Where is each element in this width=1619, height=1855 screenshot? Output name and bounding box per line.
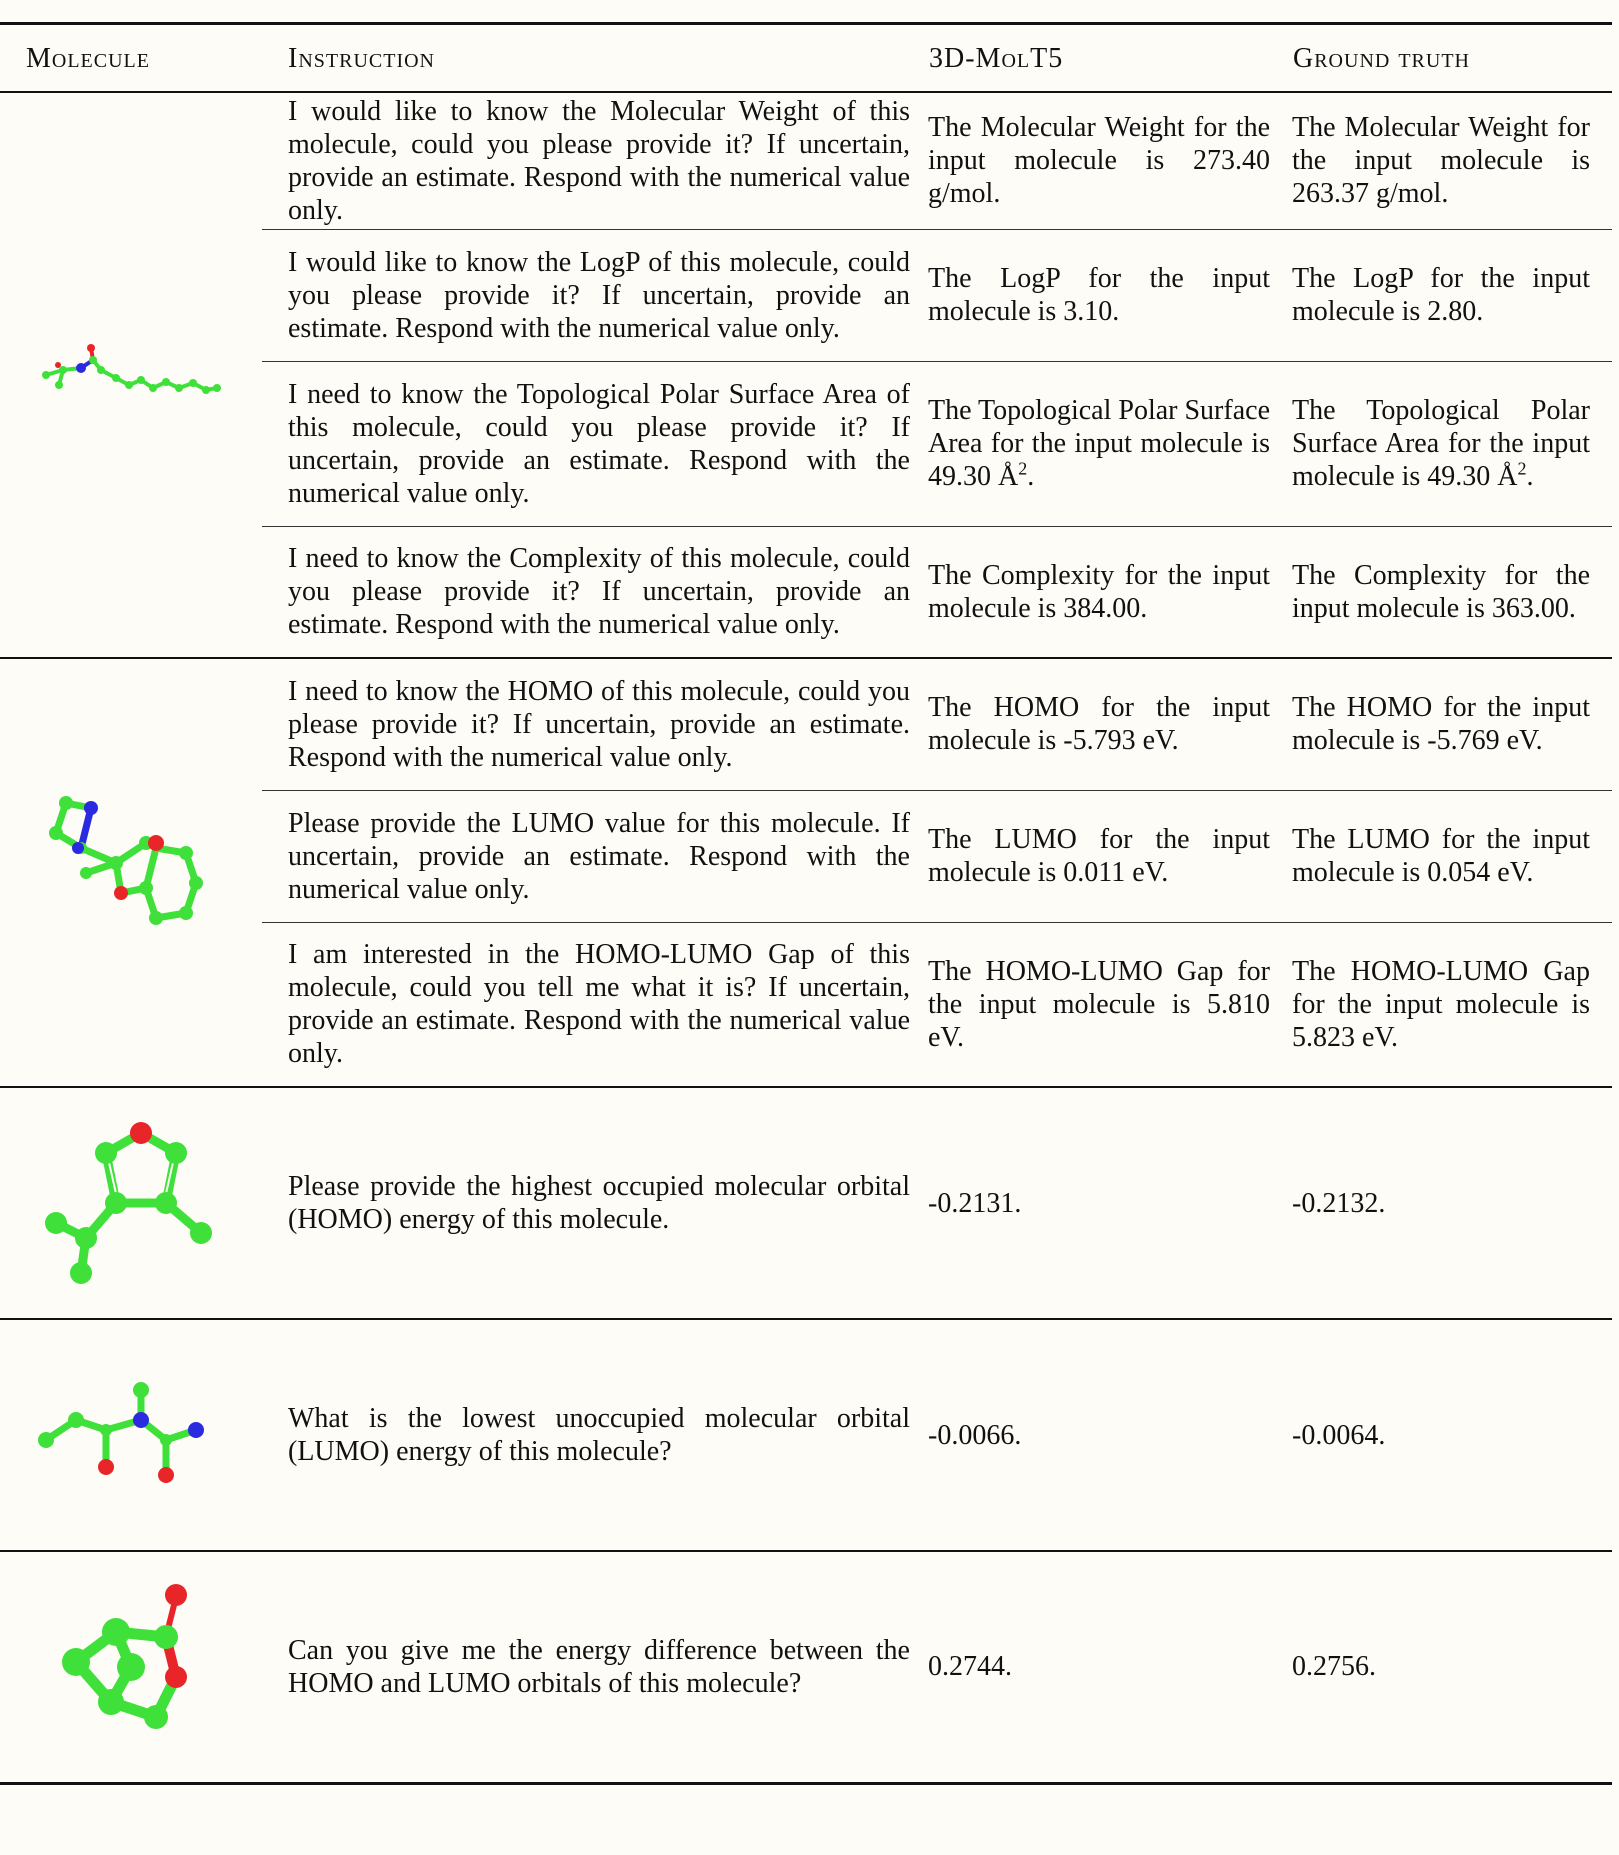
molecule-cell bbox=[0, 92, 262, 658]
molecule-cell bbox=[0, 1319, 262, 1551]
header-ground-truth: Ground truth bbox=[1293, 42, 1470, 74]
prediction-cell: -0.0066. bbox=[928, 1419, 1022, 1451]
imide-molecule-icon bbox=[36, 1375, 226, 1495]
instruction-cell: What is the lowest unoccupied molecular orbital (LUMO) energy of this molecule? bbox=[288, 1403, 910, 1467]
results-table bbox=[0, 22, 1612, 1785]
prediction-cell: The HOMO for the input molecule is -5.793 eV. bbox=[928, 692, 1270, 757]
instruction-cell: Please provide the highest occupied molecular orbital (HOMO) energy of this molecule. bbox=[288, 1171, 910, 1235]
table-row bbox=[0, 1319, 1612, 1551]
ground-truth-cell: The Molecular Weight for the input molecule is 263.37 g/mol. bbox=[1292, 112, 1590, 210]
instruction-cell: Can you give me the energy difference between the HOMO and LUMO orbitals of this molecule? bbox=[288, 1634, 910, 1699]
ground-truth-cell: The LogP for the input molecule is 2.80. bbox=[1292, 263, 1590, 327]
ground-truth-cell: 0.2756. bbox=[1292, 1651, 1376, 1683]
prediction-cell bbox=[928, 361, 1292, 526]
prediction-cell: The Complexity for the input molecule is 384.00. bbox=[928, 559, 1270, 624]
ground-truth-cell: The Complexity for the input molecule is 363.00. bbox=[1292, 559, 1590, 624]
prediction-cell: 0.2744. bbox=[928, 1651, 1012, 1683]
molecule-cell bbox=[0, 1551, 262, 1783]
table-row bbox=[0, 1551, 1612, 1783]
instruction-cell: I need to know the Complexity of this molecule, could you please provide it? If uncertain, provide an estimate. Respond with the numerical value only. bbox=[288, 543, 910, 641]
ground-truth-cell: The HOMO for the input molecule is -5.769 eV. bbox=[1292, 692, 1590, 757]
superscript: 2 bbox=[1018, 458, 1028, 479]
ground-truth-cell: -0.2132. bbox=[1292, 1187, 1386, 1219]
instruction-cell: I need to know the HOMO of this molecule, could you please provide it? If uncertain, provide an estimate. Respond with the numerical value only. bbox=[288, 675, 910, 773]
bicyclic-lactone-molecule-icon bbox=[51, 1577, 211, 1757]
imidazole-phenoxy-molecule-icon bbox=[36, 788, 226, 958]
prediction-cell: The LUMO for the input molecule is 0.011 eV. bbox=[928, 824, 1270, 888]
header-model: 3D-MolT5 bbox=[929, 42, 1064, 74]
header-molecule: Molecule bbox=[26, 42, 150, 74]
header-row bbox=[0, 24, 1612, 93]
instruction-cell: I am interested in the HOMO-LUMO Gap of this molecule, could you tell me what it is? If uncertain, provide an estimate. Respond with the numerical value only. bbox=[288, 939, 910, 1070]
table-row bbox=[0, 1087, 1612, 1319]
table-row bbox=[0, 658, 1612, 790]
prediction-cell: The LogP for the input molecule is 3.10. bbox=[928, 263, 1270, 327]
table-row bbox=[0, 92, 1612, 229]
prediction-cell: The Molecular Weight for the input molecule is 273.40 g/mol. bbox=[928, 112, 1270, 210]
prediction-cell: The HOMO-LUMO Gap for the input molecule is 5.810 eV. bbox=[928, 955, 1270, 1053]
header-instruction: Instruction bbox=[288, 42, 435, 74]
ground-truth-cell: -0.0064. bbox=[1292, 1419, 1386, 1451]
prediction-text: The Topological Polar Surface Area for the input molecule is 49.30 Å bbox=[928, 395, 1270, 492]
prediction-cell: -0.2131. bbox=[928, 1187, 1022, 1219]
instruction-cell: I need to know the Topological Polar Surface Area of this molecule, could you please provide it? If uncertain, provide an estimate. Respond with the numerical value only. bbox=[288, 378, 910, 509]
long-chain-amide-molecule-icon bbox=[41, 340, 221, 410]
ground-truth-cell: The LUMO for the input molecule is 0.054 eV. bbox=[1292, 824, 1590, 888]
ground-truth-cell: The HOMO-LUMO Gap for the input molecule is 5.823 eV. bbox=[1292, 955, 1590, 1053]
molecule-cell bbox=[0, 658, 262, 1087]
instruction-cell: I would like to know the LogP of this molecule, could you please provide it? If uncertain, provide an estimate. Respond with the numerical value only. bbox=[288, 246, 910, 344]
instruction-cell: Please provide the LUMO value for this molecule. If uncertain, provide an estimate. Respond with the numerical value only. bbox=[288, 807, 910, 905]
instruction-cell: I would like to know the Molecular Weight of this molecule, could you please provide it? If uncertain, provide an estimate. Respond with the numerical value only. bbox=[288, 95, 910, 226]
ground-truth-text: The Topological Polar Surface Area for the input molecule is 49.30 Å bbox=[1292, 395, 1590, 492]
prediction-end: . bbox=[1027, 461, 1035, 492]
furan-molecule-icon bbox=[41, 1113, 221, 1293]
ground-truth-cell bbox=[1292, 361, 1612, 526]
ground-truth-end: . bbox=[1526, 461, 1534, 492]
molecule-cell bbox=[0, 1087, 262, 1319]
superscript: 2 bbox=[1517, 458, 1527, 479]
